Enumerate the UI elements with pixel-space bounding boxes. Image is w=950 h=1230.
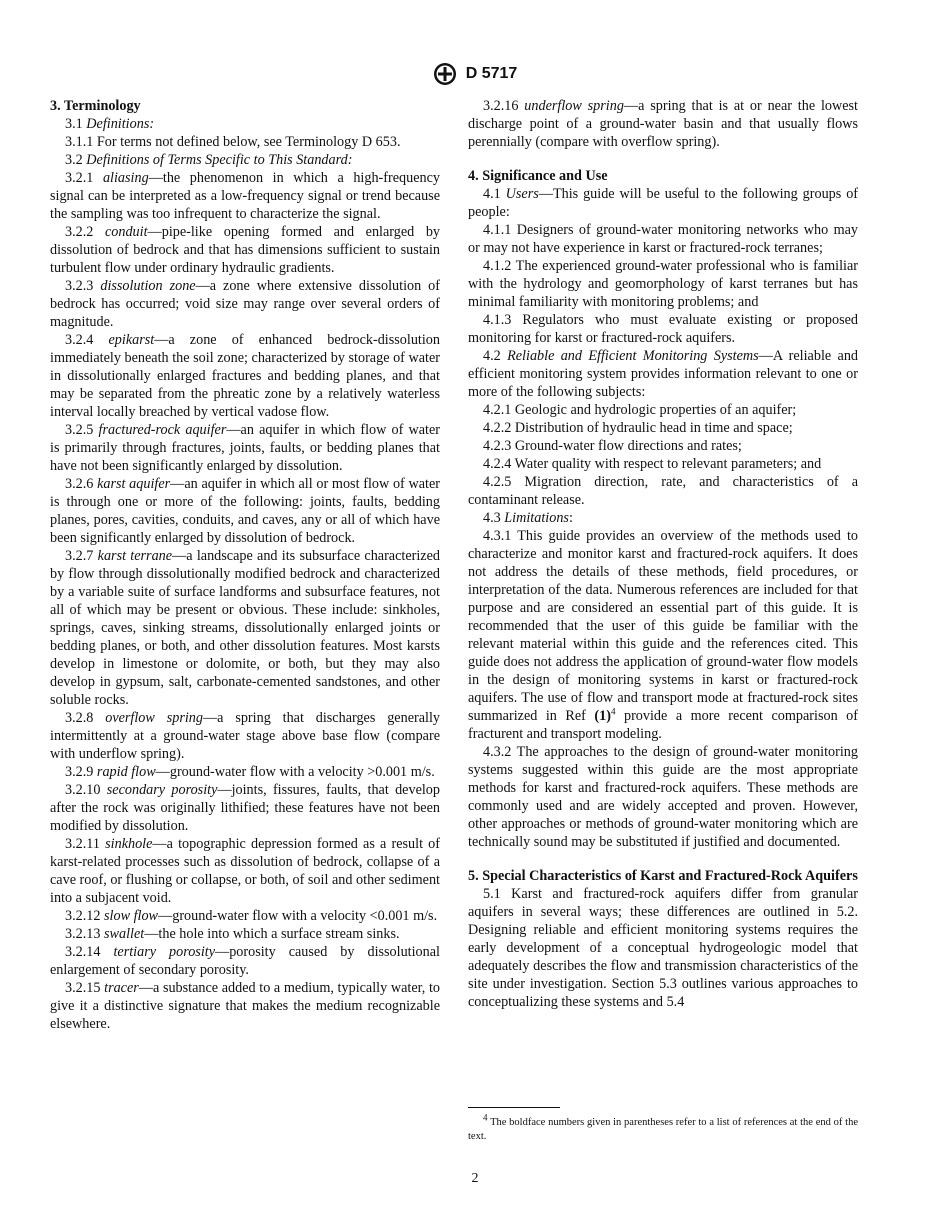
- right-column: [468, 97, 858, 1011]
- para-4-1-2: 4.1.2 The experienced ground-water professional who is familiar with the hydrology and geomorphology of karst terranes but has minimal familiarity with monitoring problems; and: [468, 258, 858, 310]
- para-4-1: 4.1 Users—This guide will be useful to the following groups of people:: [468, 186, 859, 220]
- para-4-2-2: 4.2.2 Distribution of hydraulic head in time and space;: [483, 420, 793, 436]
- para-4-3: 4.3 Limitations:: [483, 510, 573, 526]
- footnote-divider: [468, 1107, 560, 1108]
- section-3-heading: 3. Terminology: [50, 98, 141, 114]
- para-4-2-5: 4.2.5 Migration direction, rate, and characteristics of a contaminant release.: [468, 474, 858, 508]
- definition-dissolution-zone: 3.2.3 dissolution zone—a zone where extensive dissolution of bedrock has occurred; void size may range over several orders of magnitude.: [50, 278, 440, 330]
- section-5-heading: 5. Special Characteristics of Karst and Fractured-Rock Aquifers: [468, 868, 858, 884]
- para-5-1: 5.1 Karst and fractured-rock aquifers differ from granular aquifers in several ways; these differences are outlined in 5.2. Designing reliable and efficient monitoring systems requires the early development of a conceptual hydrogeologic model that adequately describes the flow and transmission characteristics of the site under investigation. Section 5.3 outlines various approaches to conceptualizing these systems and 5.4: [468, 886, 858, 1010]
- para-3-1: 3.1 Definitions:: [65, 116, 155, 132]
- definition-rapid-flow: 3.2.9 rapid flow—ground-water flow with a velocity >0.001 m/s.: [65, 764, 435, 780]
- definition-swallet: 3.2.13 swallet—the hole into which a surface stream sinks.: [65, 926, 400, 942]
- definition-sinkhole: 3.2.11 sinkhole—a topographic depression formed as a result of karst-related processes such as dissolution of bedrock, collapse of a cave roof, or flushing or collapse, or both, of soil and other sediment into a subjacent void.: [50, 836, 441, 906]
- astm-logo-icon: [433, 62, 457, 86]
- page-header: [0, 62, 950, 86]
- para-4-2: 4.2 Reliable and Efficient Monitoring Systems—A reliable and efficient monitoring system provides information relevant to one or more of the following subjects:: [468, 348, 859, 400]
- para-3-1-1: 3.1.1 For terms not defined below, see Terminology D 653.: [65, 134, 401, 150]
- definition-karst-terrane: 3.2.7 karst terrane—a landscape and its subsurface characterized by flow through dissolutionally modified bedrock and characterized by a variable suite of surface landforms and subsurface features, not all of which may be present or obvious. These include: sinkholes, springs, caves, sinking streams, dissolutionally enlarged joints or bedding planes, or both, and other dissolution features. Most karsts develop in limestone or dolomite, or both, but they may also develop in gypsum, salt, carbonate-cemented sandstones, and other soluble rocks.: [50, 548, 440, 708]
- para-3-2: 3.2 Definitions of Terms Specific to This Standard:: [65, 152, 353, 168]
- standard-designation: D 5717: [465, 65, 518, 82]
- definition-conduit: 3.2.2 conduit—pipe-like opening formed and enlarged by dissolution of bedrock and that has dimensions sufficient to sustain turbulent flow under ordinary hydraulic gradients.: [50, 224, 441, 276]
- definition-tracer: 3.2.15 tracer—a substance added to a medium, typically water, to give it a distinctive signature that makes the medium recognizable elsewhere.: [50, 980, 441, 1032]
- para-4-3-1: 4.3.1 This guide provides an overview of the methods used to characterize and monitor karst and fractured-rock aquifers. It does not address the details of these methods, field procedures, or interpretation of the data. Numerous references are included for that purpose and are considered an essential part of this guide. It is recommended that the user of this guide be familiar with the relevant material within this guide and the references cited. This guide does not address the application of ground-water flow models in the design of monitoring systems in karst or fractured-rock aquifers. The use of flow and transport mode at fractured-rock sites summarized in Ref $(1)^4$ provide a more recent comparison of fracturent and transport modeling.: [468, 528, 858, 742]
- definition-overflow-spring: 3.2.8 overflow spring—a spring that discharges generally intermittently at a ground-water stage above base flow (compare with underflow spring).: [50, 710, 440, 762]
- para-4-1-3: 4.1.3 Regulators who must evaluate existing or proposed monitoring for karst or fractured-rock aquifers.: [468, 312, 858, 346]
- definition-secondary-porosity: 3.2.10 secondary porosity—joints, fissures, faults, that develop after the rock was originally lithified; these features have not been modified by dissolution.: [50, 782, 440, 834]
- definition-slow-flow: 3.2.12 slow flow—ground-water flow with a velocity <0.001 m/s.: [65, 908, 438, 924]
- definition-aliasing: 3.2.1 aliasing—the phenomenon in which a high-frequency signal can be interpreted as a low-frequency signal or trend because the sampling was too infrequent to characterize the signal.: [50, 170, 440, 222]
- left-column: [50, 97, 440, 1033]
- para-4-2-4: 4.2.4 Water quality with respect to relevant parameters; and: [483, 456, 822, 472]
- para-4-3-2: 4.3.2 The approaches to the design of ground-water monitoring systems suggested within this guide are the most appropriate methods for karst and fractured-rock aquifers. These methods are commonly used and are widely accepted and proven. However, other approaches or methods of ground-water monitoring which are technically sound may be substituted if justified and documented.: [468, 744, 858, 850]
- para-4-2-3: 4.2.3 Ground-water flow directions and rates;: [483, 438, 742, 454]
- footnote-marker[interactable]: 4: [610, 706, 616, 717]
- definition-fractured-rock-aquifer: 3.2.5 fractured-rock aquifer—an aquifer in which flow of water is primarily through fractures, joints, faults, or bedding planes that have not been significantly enlarged by dissolution.: [50, 422, 440, 474]
- section-4-heading: 4. Significance and Use: [468, 168, 608, 184]
- para-4-2-1: 4.2.1 Geologic and hydrologic properties of an aquifer;: [483, 402, 797, 418]
- definition-epikarst: 3.2.4 epikarst—a zone of enhanced bedrock-dissolution immediately beneath the soil zone; characterized by storage of water in dissolutionally enlarged fractures and bedding planes, and that may be separated from the phreatic zone by a relatively waterless interval locally breached by vertical vadose flow.: [50, 332, 440, 420]
- para-4-1-1: 4.1.1 Designers of ground-water monitoring networks who may or may not have experience in karst or fractured-rock terranes;: [468, 222, 858, 256]
- reference-link[interactable]: (1): [594, 708, 611, 724]
- definition-tertiary-porosity: 3.2.14 tertiary porosity—porosity caused by dissolutional enlargement of secondary porosity.: [50, 944, 440, 978]
- footnote: $^4$ The boldface numbers given in parentheses refer to a list of references at the end of the text.: [468, 1112, 858, 1142]
- page-number: 2: [471, 1171, 479, 1186]
- definition-karst-aquifer: 3.2.6 karst aquifer—an aquifer in which all or most flow of water is through one or more of the following: joints, faults, bedding planes, pores, cavities, conduits, and caves, any or all of which have been significantly enlarged by dissolution of bedrock.: [50, 476, 440, 546]
- definition-underflow-spring: 3.2.16 underflow spring—a spring that is at or near the lowest discharge point of a ground-water basin and that usually flows perennially (compare with overflow spring).: [468, 98, 858, 150]
